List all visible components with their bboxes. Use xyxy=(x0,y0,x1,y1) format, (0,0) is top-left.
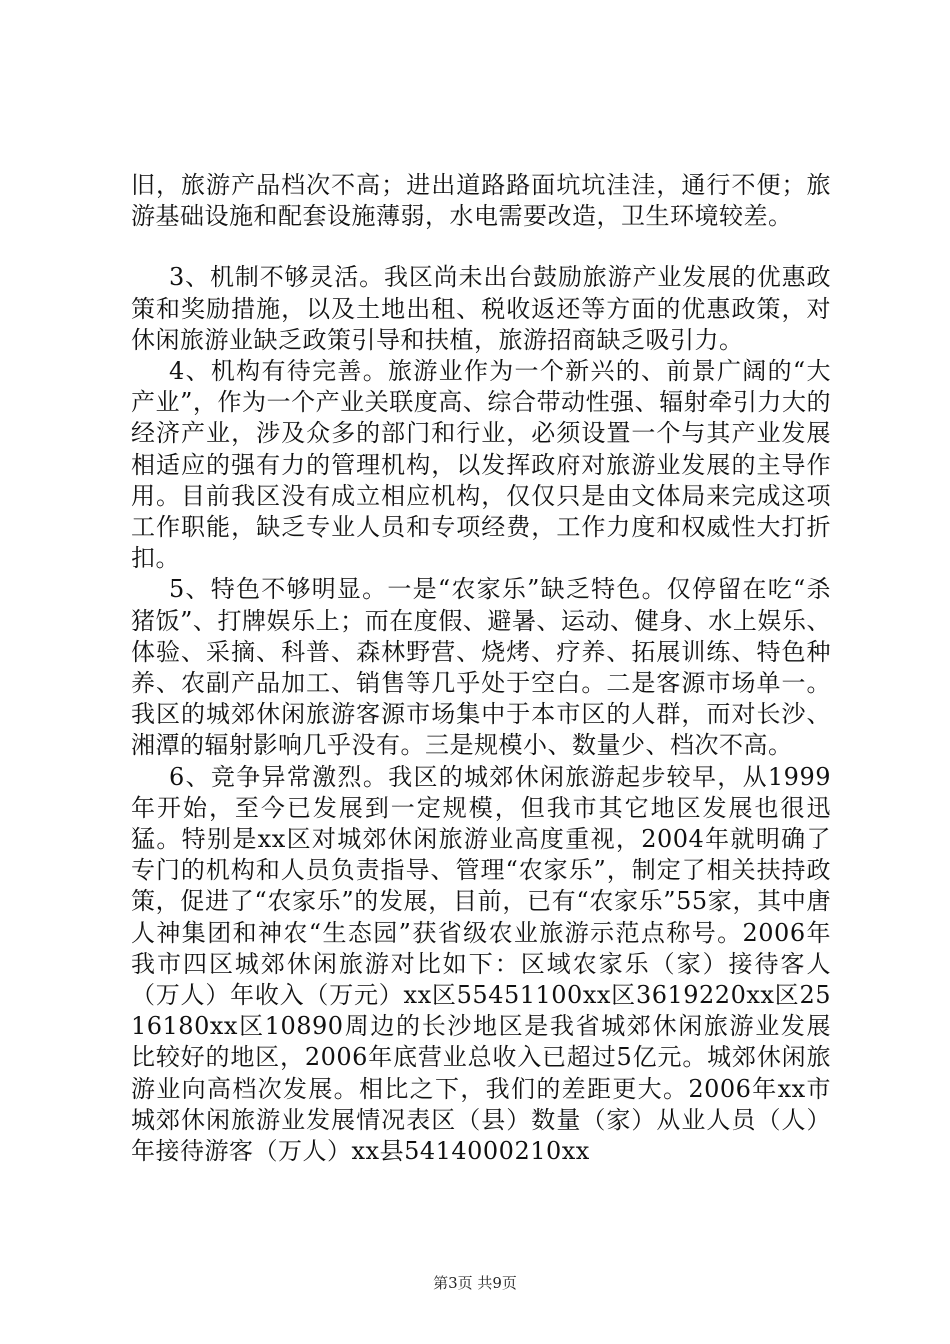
document-body xyxy=(131,170,831,1167)
paragraph-mechanism: 3、机制不够灵活。我区尚未出台鼓励旅游产业发展的优惠政策和奖励措施，以及土地出租、税收返还等方面的优惠政策，对休闲旅游业缺乏政策引导和扶植，旅游招商缺乏吸引力。 xyxy=(131,263,831,354)
paragraph-competition: 6、竞争异常激烈。我区的城郊休闲旅游起步较早，从1999年开始，至今已发展到一定规模，但我市其它地区发展也很迅猛。特别是xx区对城郊休闲旅游业高度重视，2004年就明确了专门的机构和人员负责指导、管理“农家乐”，制定了相关扶持政策，促进了“农家乐”的发展，目前，已有“农家乐”55家，其中唐人神集团和神农“生态园”获省级农业旅游示范点称号。2006年我市四区城郊休闲旅游对比如下：区域农家乐（家）接待客人（万人）年收入（万元）xx区55451100xx区3619220xx区2516180xx区10890周边的长沙地区是我省城郊休闲旅游业发展比较好的地区，2006年底营业总收入已超过5亿元。城郊休闲旅游业向高档次发展。相比之下，我们的差距更大。2006年xx市城郊休闲旅游业发展情况表区（县）数量（家）从业人员（人）年接待游客（万人）xx县5414000210xx xyxy=(131,762,831,1166)
paragraph-gap xyxy=(131,232,831,262)
page-footer: 第3页 共9页 xyxy=(433,1274,517,1292)
paragraph-institution: 4、机构有待完善。旅游业作为一个新兴的、前景广阔的“大产业”，作为一个产业关联度高、综合带动性强、辐射牵引力大的经济产业，涉及众多的部门和行业，必须设置一个与其产业发展相适应的强有力的管理机构，以发挥政府对旅游业发展的主导作用。目前我区没有成立相应机构，仅仅只是由文体局来完成这项工作职能，缺乏专业人员和专项经费，工作力度和权威性大打折扣。 xyxy=(131,357,831,573)
paragraph-features: 5、特色不够明显。一是“农家乐”缺乏特色。仅停留在吃“杀猪饭”、打牌娱乐上；而在度假、避暑、运动、健身、水上娱乐、体验、采摘、科普、森林野营、烧烤、疗养、拓展训练、特色种养、农副产品加工、销售等几乎处于空白。二是客源市场单一。我区的城郊休闲旅游客源市场集中于本市区的人群，而对长沙、湘潭的辐射影响几乎没有。三是规模小、数量少、档次不高。 xyxy=(131,575,831,760)
paragraph-continuation: 旧，旅游产品档次不高；进出道路路面坑坑洼洼，通行不便；旅游基础设施和配套设施薄弱，水电需要改造，卫生环境较差。 xyxy=(131,171,831,231)
